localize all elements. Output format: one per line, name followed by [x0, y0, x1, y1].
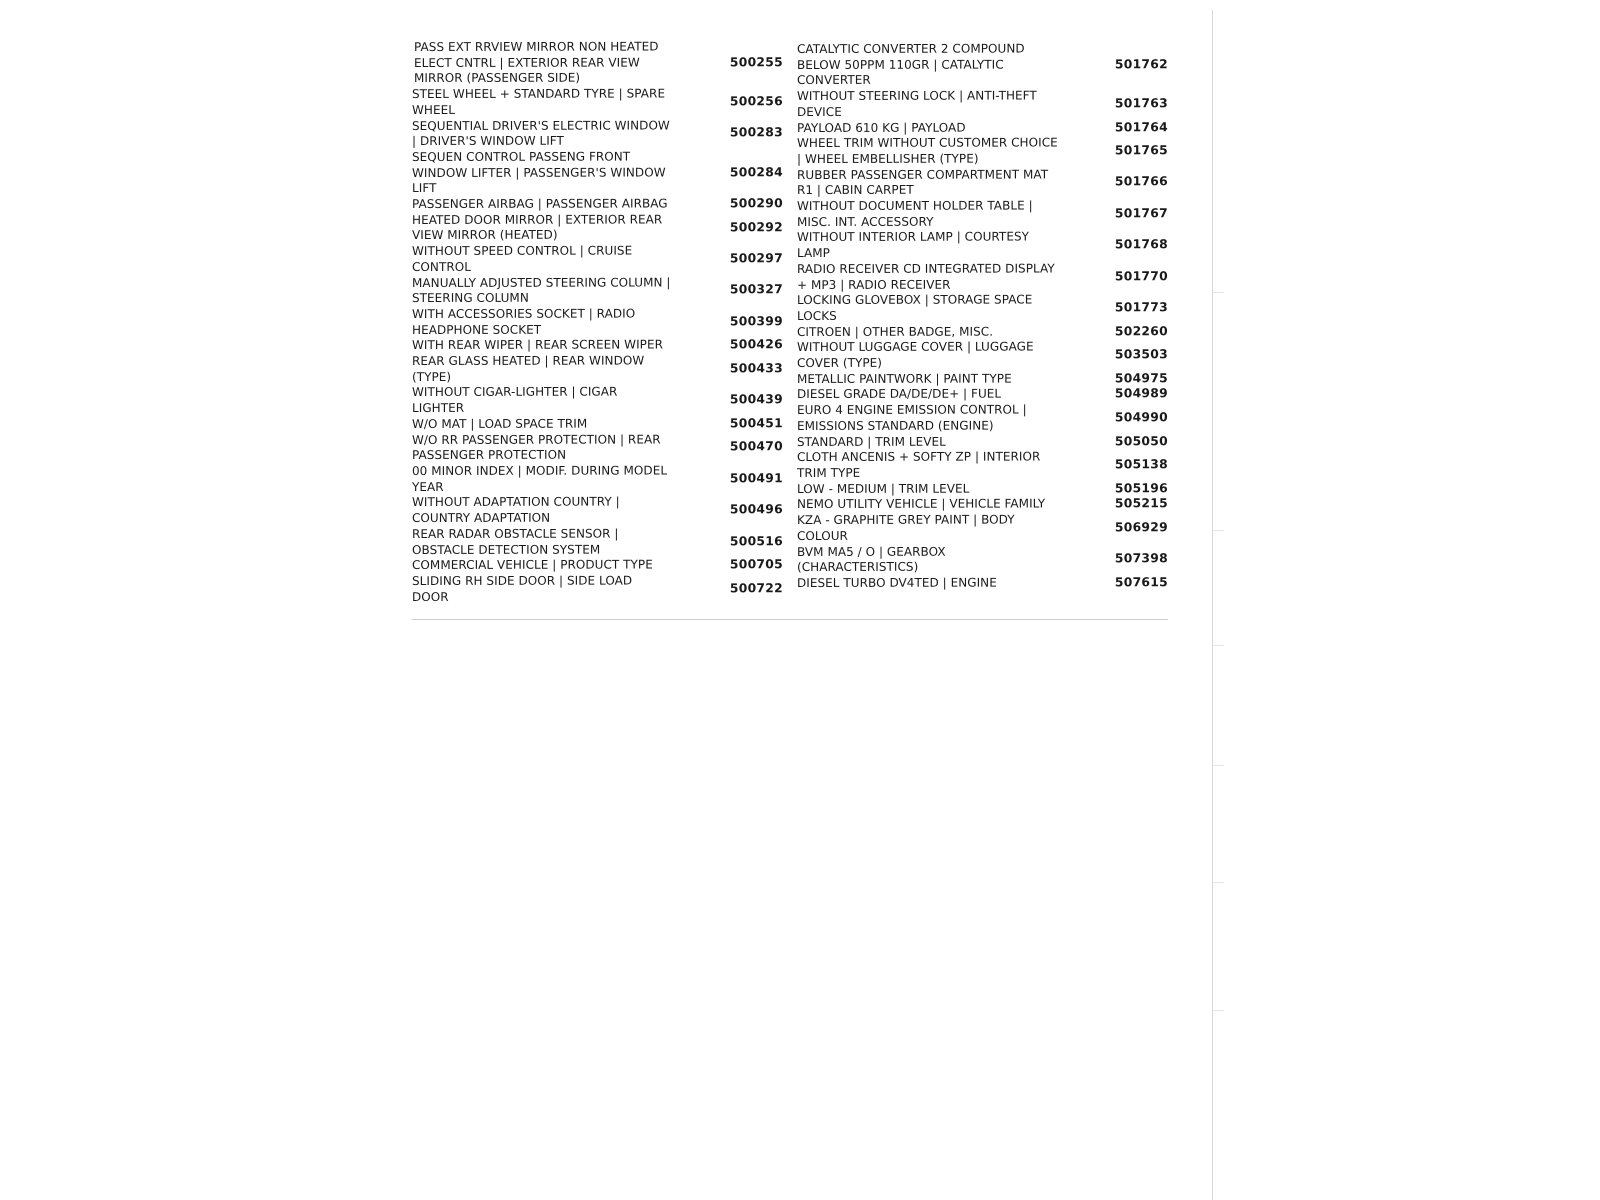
option-code: 501766	[1114, 174, 1168, 189]
option-row	[412, 212, 785, 244]
option-code: 505050	[1114, 433, 1168, 448]
option-row	[412, 149, 785, 197]
option-description: LOW - MEDIUM | TRIM LEVEL	[797, 481, 970, 496]
option-description: SLIDING RH SIDE DOOR | SIDE LOAD DOOR	[412, 573, 633, 604]
option-description: WITHOUT INTERIOR LAMP | COURTESY LAMP	[797, 229, 1029, 261]
option-code: 500256	[729, 94, 783, 109]
option-description: METALLIC PAINTWORK | PAINT TYPE	[797, 371, 1012, 386]
option-row	[797, 387, 1170, 403]
option-code: 500722	[729, 580, 783, 596]
option-description: DIESEL TURBO DV4TED | ENGINE	[797, 575, 997, 590]
option-code: 501763	[1114, 96, 1168, 111]
option-row	[797, 230, 1170, 262]
option-row	[797, 450, 1170, 482]
option-row	[797, 544, 1170, 576]
option-row	[412, 432, 785, 464]
option-code: 500516	[729, 533, 783, 548]
option-description: LOCKING GLOVEBOX | STORAGE SPACE LOCKS	[797, 292, 1033, 323]
option-row	[412, 573, 785, 605]
option-description: CITROEN | OTHER BADGE, MISC.	[797, 324, 994, 339]
option-description: SEQUEN CONTROL PASSENG FRONT WINDOW LIFTER | PASSENGER'S WINDOW LIFT	[412, 149, 666, 196]
option-description: WITHOUT CIGAR-LIGHTER | CIGAR LIGHTER	[412, 385, 618, 416]
option-code: 500284	[729, 164, 783, 179]
option-description: W/O MAT | LOAD SPACE TRIM	[412, 416, 588, 431]
scan-edge-tick	[1212, 1010, 1224, 1011]
option-description: KZA - GRAPHITE GREY PAINT | BODY COLOUR	[797, 512, 1015, 543]
option-description: CATALYTIC CONVERTER 2 COMPOUND BELOW 50PPM 110GR | CATALYTIC CONVERTER	[797, 41, 1025, 88]
option-description: REAR GLASS HEATED | REAR WINDOW (TYPE)	[412, 353, 645, 384]
option-row	[797, 198, 1170, 230]
option-code: 500290	[729, 196, 783, 211]
option-code: 500439	[729, 392, 783, 407]
option-row	[797, 402, 1170, 434]
scan-edge-tick	[1212, 882, 1224, 883]
option-code: 504990	[1114, 410, 1168, 425]
option-code: 501773	[1114, 300, 1168, 315]
option-columns	[412, 40, 1170, 605]
option-row	[412, 463, 785, 495]
option-code: 503503	[1114, 347, 1168, 362]
option-code: 500705	[729, 557, 783, 572]
option-description: CLOTH ANCENIS + SOFTY ZP | INTERIOR TRIM TYPE	[797, 449, 1041, 480]
option-description: BVM MA5 / O | GEARBOX (CHARACTERISTICS)	[797, 544, 946, 575]
option-row	[797, 371, 1170, 387]
option-code: 500283	[729, 125, 783, 140]
option-row	[412, 557, 785, 573]
option-code: 507615	[1114, 575, 1168, 590]
scan-page-edge	[1212, 10, 1213, 1200]
option-description: COMMERCIAL VEHICLE | PRODUCT TYPE	[412, 557, 653, 573]
option-description: NEMO UTILITY VEHICLE | VEHICLE FAMILY	[797, 496, 1046, 512]
option-row	[412, 306, 785, 338]
option-description: MANUALLY ADJUSTED STEERING COLUMN | STEERING COLUMN	[412, 275, 671, 306]
option-description: WITHOUT DOCUMENT HOLDER TABLE | MISC. INT. ACCESSORY	[797, 198, 1033, 229]
option-description: SEQUENTIAL DRIVER'S ELECTRIC WINDOW | DRIVER'S WINDOW LIFT	[412, 117, 670, 149]
option-code: 500292	[729, 219, 783, 234]
option-description: DIESEL GRADE DA/DE/DE+ | FUEL	[797, 387, 1002, 402]
option-description: WITH ACCESSORIES SOCKET | RADIO HEADPHONE SOCKET	[412, 306, 636, 337]
option-code: 500451	[729, 416, 783, 431]
scan-edge-tick	[1212, 645, 1224, 646]
option-row	[412, 495, 785, 527]
option-row	[412, 39, 785, 87]
option-code: 504975	[1114, 370, 1168, 386]
option-description: RADIO RECEIVER CD INTEGRATED DISPLAY + MP3 | RADIO RECEIVER	[797, 261, 1055, 292]
option-row	[412, 86, 785, 118]
option-description: RUBBER PASSENGER COMPARTMENT MAT R1 | CABIN CARPET	[797, 167, 1049, 198]
option-row	[797, 41, 1170, 89]
option-row	[797, 261, 1170, 293]
option-row	[412, 275, 785, 307]
option-description: REAR RADAR OBSTACLE SENSOR | OBSTACLE DETECTION SYSTEM	[412, 526, 619, 557]
option-code: 500399	[729, 314, 783, 329]
option-row	[797, 575, 1170, 591]
option-code: 501767	[1114, 206, 1168, 221]
option-code: 500491	[729, 471, 783, 486]
option-row	[797, 120, 1170, 136]
scan-edge-tick	[1212, 292, 1224, 293]
scan-edge-tick	[1212, 765, 1224, 766]
option-description: PAYLOAD 610 KG | PAYLOAD	[797, 120, 966, 135]
option-row	[797, 167, 1170, 199]
option-description: STEEL WHEEL + STANDARD TYRE | SPARE WHEEL	[412, 86, 666, 117]
option-row	[797, 481, 1170, 497]
option-description: WITH REAR WIPER | REAR SCREEN WIPER	[412, 337, 663, 353]
option-row	[412, 338, 785, 354]
option-row	[797, 512, 1170, 544]
option-code: 504989	[1114, 386, 1168, 401]
option-code: 501768	[1114, 237, 1168, 252]
option-code: 501764	[1114, 119, 1168, 134]
scan-edge-tick	[1212, 530, 1224, 531]
option-row	[797, 497, 1170, 513]
option-row	[412, 353, 785, 385]
option-row	[797, 292, 1170, 324]
option-description: 00 MINOR INDEX | MODIF. DURING MODEL YEAR	[412, 463, 668, 494]
right-option-column	[797, 41, 1170, 605]
option-description: PASS EXT RRVIEW MIRROR NON HEATED ELECT CNTRL | EXTERIOR REAR VIEW MIRROR (PASSENGER SIDE)	[414, 39, 659, 86]
option-description: STANDARD | TRIM LEVEL	[797, 434, 946, 449]
option-row	[412, 118, 785, 150]
option-row	[412, 385, 785, 417]
option-code: 500433	[729, 361, 783, 376]
option-code: 505196	[1114, 480, 1168, 496]
option-code: 507398	[1114, 551, 1168, 566]
option-description: PASSENGER AIRBAG | PASSENGER AIRBAG	[412, 196, 668, 212]
option-row	[797, 340, 1170, 372]
option-description: W/O RR PASSENGER PROTECTION | REAR PASSENGER PROTECTION	[412, 432, 661, 463]
option-row	[412, 243, 785, 275]
left-option-column	[412, 39, 785, 605]
option-code: 505215	[1114, 496, 1168, 511]
option-code: 506929	[1114, 520, 1168, 535]
option-code: 501770	[1114, 268, 1168, 284]
option-description: HEATED DOOR MIRROR | EXTERIOR REAR VIEW MIRROR (HEATED)	[412, 212, 663, 243]
option-description: WHEEL TRIM WITHOUT CUSTOMER CHOICE | WHEEL EMBELLISHER (TYPE)	[797, 135, 1058, 166]
option-code: 500297	[729, 251, 783, 266]
option-row	[412, 196, 785, 212]
option-code: 501762	[1114, 56, 1168, 72]
option-description: WITHOUT STEERING LOCK | ANTI-THEFT DEVICE	[797, 88, 1037, 119]
option-code: 501765	[1114, 143, 1168, 158]
option-row	[797, 135, 1170, 167]
option-row	[797, 88, 1170, 120]
option-code: 505138	[1114, 457, 1168, 472]
option-description: EURO 4 ENGINE EMISSION CONTROL | EMISSIONS STANDARD (ENGINE)	[797, 402, 1027, 433]
option-code: 500496	[729, 502, 783, 517]
option-code: 502260	[1114, 323, 1168, 338]
bottom-divider	[412, 619, 1168, 620]
option-description: WITHOUT SPEED CONTROL | CRUISE CONTROL	[412, 243, 633, 274]
option-row	[412, 416, 785, 432]
option-code: 500327	[729, 282, 783, 297]
option-code: 500426	[729, 337, 783, 352]
option-code: 500470	[729, 439, 783, 454]
equipment-option-list	[412, 40, 1170, 620]
option-row	[412, 526, 785, 558]
option-description: WITHOUT ADAPTATION COUNTRY | COUNTRY ADAPTATION	[412, 494, 620, 526]
option-row	[797, 434, 1170, 450]
option-description: WITHOUT LUGGAGE COVER | LUGGAGE COVER (TYPE)	[797, 339, 1034, 371]
option-row	[797, 324, 1170, 340]
option-code: 500255	[729, 54, 783, 70]
